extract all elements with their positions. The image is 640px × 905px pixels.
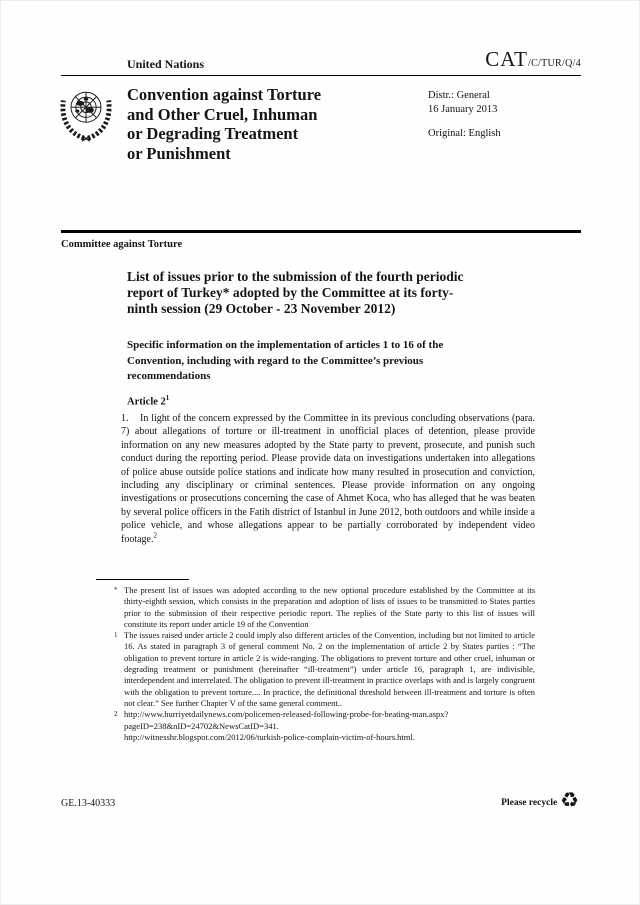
- recycle-icon: ♻: [560, 788, 579, 812]
- footnote-text: The present list of issues was adopted according to the new optional procedure established by the Committee at its thirty-eighth session, which consists in the preparation and adoption of lists of issues to be transmitted to States parties prior to the submission of their respective periodic report. The replies of the State party to this list of issues will constitute its report under article 19 of the Convention: [124, 585, 535, 629]
- meta-gap: [428, 117, 501, 127]
- article-heading: [127, 394, 169, 408]
- paragraph-1: [121, 412, 535, 546]
- document-number: GE.13-40333: [61, 798, 116, 809]
- section-divider: [61, 230, 581, 233]
- footnotes: [114, 585, 535, 743]
- footnote-text-line2: http://witnesshr.blogspot.com/2012/06/turkish-police-complain-victim-of-hours.html.: [124, 731, 415, 742]
- recycle-label: Please recycle: [501, 797, 558, 808]
- document-subtitle: Specific information on the implementation of articles 1 to 16 of the Convention, including with regard to the Committee’s previous recommendations: [127, 339, 444, 382]
- article-footnote-ref: 1: [165, 394, 170, 402]
- footnote-separator: [96, 579, 189, 580]
- footnote-text: http://www.hurriyetdailynews.com/policemen-released-following-probe-for-beating-man.aspx?pageID=238&nID=24702&NewsCatID=341.: [124, 709, 449, 731]
- footnote-item: [114, 630, 535, 709]
- paragraph-text: In light of the concern expressed by the Committee in its previous concluding observations (para. 7) about allegations of torture or ill-treatment in unofficial places of detention, please provide information on any new measures adopted by the State party to prevent, prosecute, and punish such conduct during the reporting period. Please provide data on investigations undertaken into allegations of police abuse outside police stations and indicate how many resulted in prosecution and conviction, including any disciplinary or criminal sentences. Please provide information on any ongoing investigations or prosecutions concerning the case of Ahmet Koca, who has alleged that he was beaten by several police officers in the Fatih district of Istanbul in June 2012, both outdoors and while inside a police vehicle, and whose allegations appear to be partially corroborated by independent video footage.: [121, 413, 535, 545]
- document-symbol-suffix: /C/TUR/Q/4: [527, 58, 581, 69]
- header: [61, 47, 581, 76]
- footnote-marker: *: [114, 586, 118, 594]
- committee-name: Committee against Torture: [61, 239, 183, 250]
- convention-title: Convention against Torture and Other Cruel, Inhuman or Degrading Treatment or Punishment: [127, 85, 322, 163]
- paragraph-number: 1.: [121, 413, 129, 424]
- footnote-text: The issues raised under article 2 could imply also different articles of the Convention, including but not limited to article 16. As stated in paragraph 3 of general comment No. 2 on the implementation of article 2 by States parties : “The obligation to prevent torture in article 2 is wide-ranging. The obligations to prevent torture and other cruel, inhuman or degrading treatment or punishment (hereinafter “ill-treatment”) under article 16, paragraph 1, are indivisible, interdependent and interrelated. The obligation to prevent ill-treatment in practice overlaps with and is largely congruent with the obligation to prevent torture.... In practice, the definitional threshold between ill-treatment and torture is often not clear.” See further Chapter V of the same general comment..: [124, 630, 535, 708]
- document-title: List of issues prior to the submission of the fourth periodic report of Turkey* adopted by the Committee at its forty- ninth session (29 October - 23 November 2012): [127, 269, 464, 316]
- article-heading-text: Article 2: [127, 396, 166, 408]
- footnote-marker: 2: [114, 710, 118, 719]
- date-line: 16 January 2013: [428, 104, 498, 115]
- original-language-line: Original: English: [428, 128, 501, 139]
- paragraph-footnote-ref: 2: [153, 531, 157, 540]
- distr-line: Distr.: General: [428, 90, 490, 101]
- un-emblem-icon: [57, 83, 115, 145]
- footnote-item: [114, 709, 535, 743]
- org-name: United Nations: [127, 57, 205, 71]
- distribution-block: [428, 89, 501, 141]
- document-symbol: [485, 47, 581, 72]
- recycle-note: [501, 788, 579, 813]
- document-symbol-main: CAT: [485, 47, 528, 71]
- footnote-marker: 1: [114, 631, 118, 640]
- footnote-item: [114, 585, 535, 630]
